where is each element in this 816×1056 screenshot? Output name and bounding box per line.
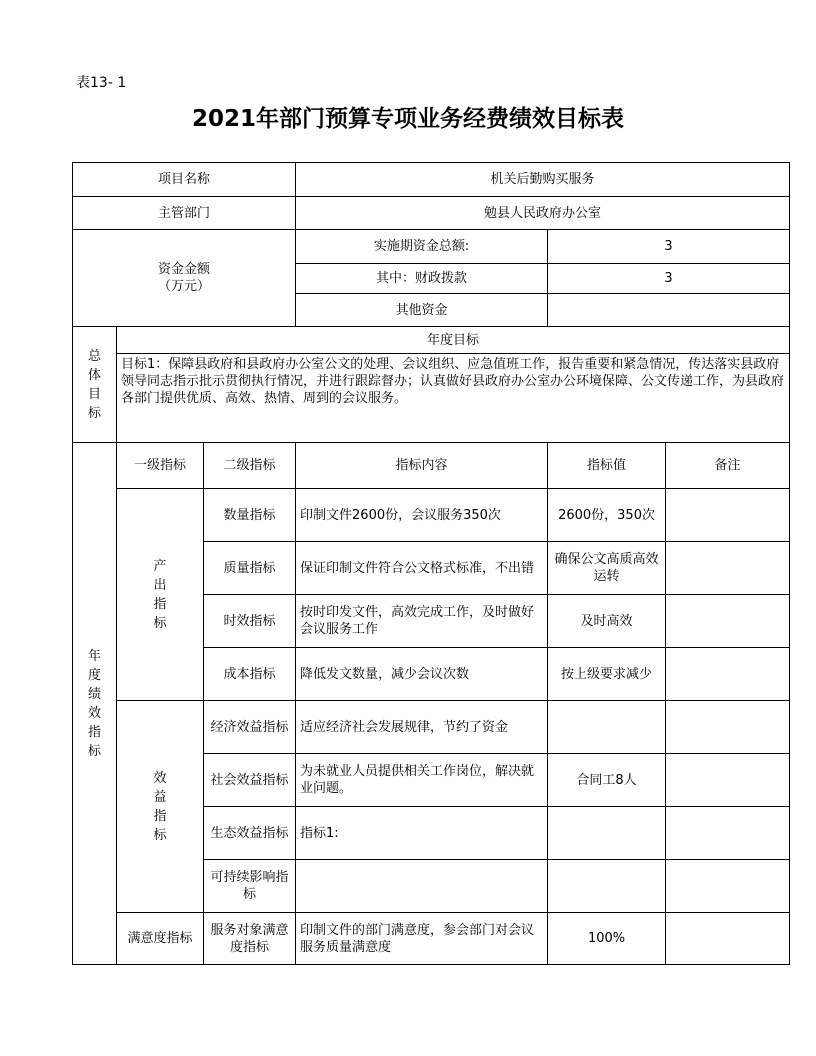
indicator-value: 2600份，350次 (548, 489, 666, 542)
indicator-name: 生态效益指标 (204, 807, 296, 860)
performance-target-table (72, 162, 790, 965)
funds-fiscal-value: 3 (548, 264, 790, 294)
indicator-note (666, 860, 790, 913)
indicator-value (548, 807, 666, 860)
output-indicator-label: 产出指标 (117, 489, 204, 701)
header-value: 指标值 (548, 443, 666, 489)
indicator-note (666, 542, 790, 595)
indicator-content: 保证印制文件符合公文格式标准，不出错 (296, 542, 548, 595)
project-name-value: 机关后勤购买服务 (296, 163, 790, 197)
funds-fiscal-label: 其中：财政拨款 (296, 264, 548, 294)
table-row (73, 913, 790, 965)
table-row (73, 489, 790, 542)
indicator-name: 可持续影响指标 (204, 860, 296, 913)
table-number-label: 表13- 1 (76, 75, 127, 91)
indicator-name: 质量指标 (204, 542, 296, 595)
indicator-name: 时效指标 (204, 595, 296, 648)
indicator-name: 数量指标 (204, 489, 296, 542)
page-title: 2021年部门预算专项业务经费绩效目标表 (191, 106, 624, 132)
funds-total-row (73, 230, 790, 264)
indicator-content (296, 860, 548, 913)
funds-label-line2: （万元） (158, 279, 211, 294)
satisfaction-indicator-label: 满意度指标 (117, 913, 204, 965)
indicator-content: 印制文件2600份，会议服务350次 (296, 489, 548, 542)
overall-goal-side-label: 总体目标 (73, 327, 117, 443)
indicator-value (548, 701, 666, 754)
indicator-value: 合同工8人 (548, 754, 666, 807)
project-name-row (73, 163, 790, 197)
year-goal-label: 年度目标 (117, 327, 790, 354)
annual-indicator-side-label: 年度绩效指标 (73, 443, 117, 965)
funds-total-label: 实施期资金总额: (296, 230, 548, 264)
header-note: 备注 (666, 443, 790, 489)
indicator-note (666, 913, 790, 965)
department-label: 主管部门 (73, 197, 296, 230)
indicator-note (666, 807, 790, 860)
indicator-header-row (73, 443, 790, 489)
header-level2: 二级指标 (204, 443, 296, 489)
indicator-value: 100% (548, 913, 666, 965)
department-value: 勉县人民政府办公室 (296, 197, 790, 230)
indicator-content: 为未就业人员提供相关工作岗位，解决就业问题。 (296, 754, 548, 807)
indicator-value: 按上级要求减少 (548, 648, 666, 701)
indicator-content: 降低发文数量，减少会议次数 (296, 648, 548, 701)
benefit-indicator-label: 效益指标 (117, 701, 204, 913)
funds-total-value: 3 (548, 230, 790, 264)
header-level1: 一级指标 (117, 443, 204, 489)
indicator-note (666, 701, 790, 754)
indicator-name: 经济效益指标 (204, 701, 296, 754)
indicator-name: 服务对象满意度指标 (204, 913, 296, 965)
funds-other-label: 其他资金 (296, 294, 548, 327)
indicator-value (548, 860, 666, 913)
header-content: 指标内容 (296, 443, 548, 489)
year-goal-text-row (73, 354, 790, 443)
indicator-content: 按时印发文件，高效完成工作，及时做好会议服务工作 (296, 595, 548, 648)
year-goal-text: 目标1：保障县政府和县政府办公室公文的处理、会议组织、应急值班工作，报告重要和紧急情况，传达落实县政府领导同志指示批示贯彻执行情况，并进行跟踪督办；认真做好县政府办公室办公环境保障、公文传递工作，为县政府各部门提供优质、高效、热情、周到的会议服务。 (117, 354, 790, 443)
indicator-value: 确保公文高质高效运转 (548, 542, 666, 595)
indicator-note (666, 754, 790, 807)
department-row (73, 197, 790, 230)
project-name-label: 项目名称 (73, 163, 296, 197)
table-row (73, 701, 790, 754)
indicator-name: 社会效益指标 (204, 754, 296, 807)
year-goal-header-row (73, 327, 790, 354)
indicator-content: 适应经济社会发展规律，节约了资金 (296, 701, 548, 754)
indicator-note (666, 489, 790, 542)
indicator-content: 指标1: (296, 807, 548, 860)
funds-label-line1: 资金金额 (158, 262, 211, 277)
indicator-name: 成本指标 (204, 648, 296, 701)
indicator-value: 及时高效 (548, 595, 666, 648)
indicator-content: 印制文件的部门满意度，参会部门对会议服务质量满意度 (296, 913, 548, 965)
indicator-note (666, 648, 790, 701)
funds-other-value (548, 294, 790, 327)
indicator-note (666, 595, 790, 648)
funds-label (73, 230, 296, 327)
